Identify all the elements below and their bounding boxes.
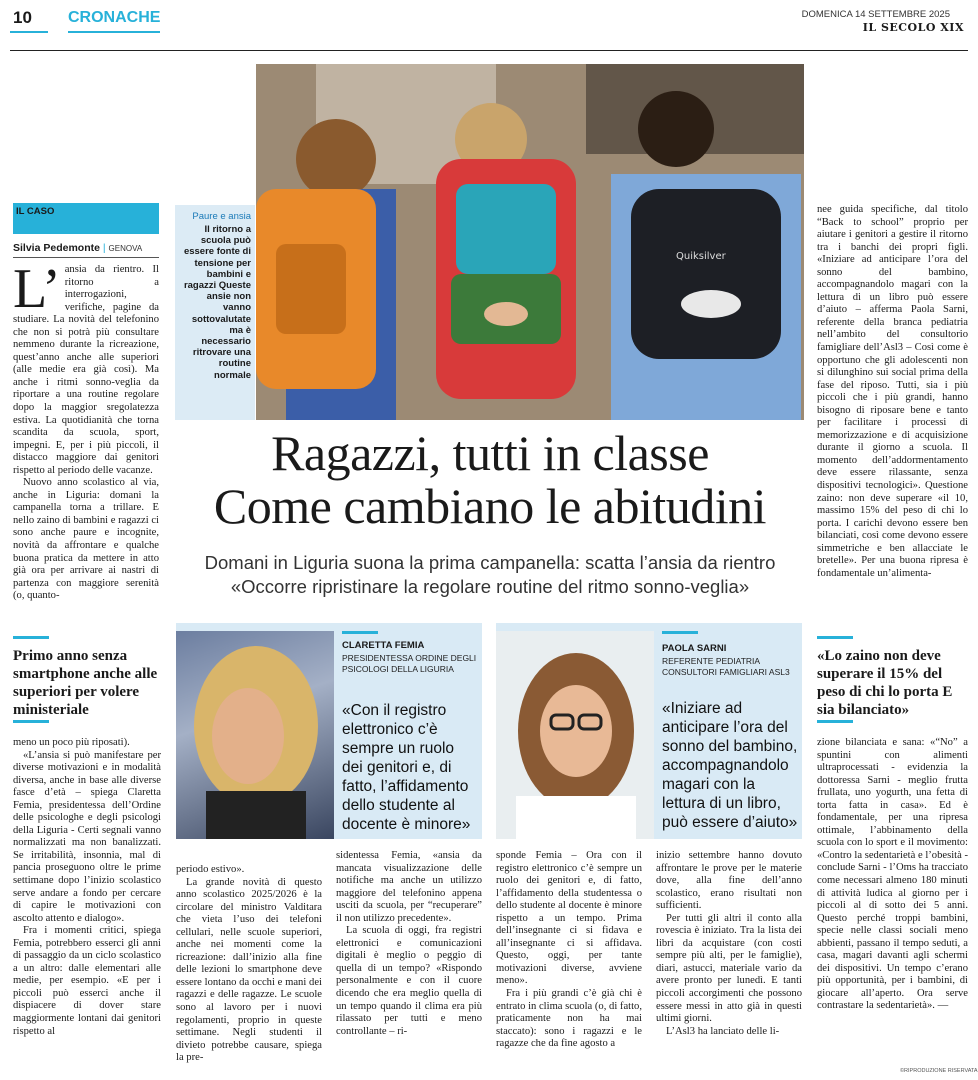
- article-right-col: [817, 204, 968, 618]
- main-photo: [256, 64, 804, 420]
- lead-text: ansia da rientro. Il ritorno a interrogazioni, verifiche, pagine da studiare. La novità del telefonino che non si potrà più consultare nemmeno durante la ricreazione, quest’anno anche alle superiori (alle medie era già così). Ma anche i ritmi sonno-veglia da riportare a una routine regolare dopo la maggior sregolatezza estiva. La quotidianità che torna scandita da scuola, sport, impegni. E, per i più piccoli, il distacco maggiore dai genitori rispetto al periodo delle vacanze.: [13, 264, 159, 476]
- subhead-line-2: «Occorre ripristinare la regolare routine del ritmo sonno-veglia»: [230, 576, 750, 597]
- femia-photo: [176, 631, 334, 839]
- c5-paragraph: L’Asl3 ha lanciato delle li-: [666, 1025, 780, 1037]
- boxout-top-bar: [13, 636, 49, 639]
- quote-box-femia: [176, 623, 482, 839]
- il-caso-label: IL CASO: [16, 206, 55, 217]
- article-col4: [496, 850, 642, 1074]
- col1-p1: meno un poco più riposati).: [13, 737, 130, 748]
- boxout-title: Primo anno senza smartphone anche alle superiori per volere ministeriale: [13, 648, 158, 718]
- section-label: CRONACHE: [68, 9, 161, 26]
- sarni-role: REFERENTE PEDIATRIA CONSULTORI FAMIGLIARI ASL3: [662, 656, 790, 677]
- article-right-col-bottom: [817, 737, 968, 1057]
- right-col-bottom-text: zione bilanciata e sana: «“No” a spuntini con alimenti ultraprocessati - evidenzia la dottoressa Sarni - meglio frutta frullata, uno yogurth, una fetta di torta fatta in casa». Ed è fondamentale, per una ripresa ottimale, l’abbinamento della scuola con lo sport e il movimento: «Contro la sedentarietà e l’obesità - conclude Sarni - l’Oms ha tracciato come necessari almeno 180 minuti di attività ludica al giorno per i piccoli al di sotto dei 5 anni. Questo perché troppi bambini, specie nelle classi sociali meno abbienti, passano il tempo seduti, a casa, magari davanti agli schermi dei dispositivi. Un tempo c’erano più opportunità, per i bambini, di giocare all’aperto. Ora serve contrastare la sedentarietà». —: [817, 737, 968, 1012]
- photo-illustration: [256, 64, 804, 420]
- col1-p2: «L’ansia si può manifestare per diverse motivazioni e in modalità diversa, anche in base alle diverse fasce d’età – spiega Claretta Femia, presidentessa dell’Ordine delle psicologhe e degli psicologi della Liguria - Certi segnali vanno normalizzati ma non banalizzati. Se irritabilità, insonnia, mal di pancia proseguono oltre le prime settimane dopo l’inizio scolastico serve andare a fondo per cercare di capire le motivazioni con ascolto attento e dialogo».: [13, 749, 161, 924]
- article-col3: [336, 850, 482, 1074]
- sarni-quote: «Iniziare ad anticipare l’ora del sonno del bambino, accompagnandolo magari con la lettura di un libro, può essere d’aiuto»: [662, 700, 798, 831]
- headline-line-2: Come cambiano le abitudini: [213, 478, 767, 534]
- lead-text-2: Nuovo anno scolastico al via, anche in Liguria: domani la campanella torna a trillare. E nello zaino di bambini e ragazzi ci sono anche paure e incognite, novità da affrontare e qualche buona pratica da mettere in atto già ora per arrivare ai nastri di partenza con maggiore serenità (o, quanto-: [13, 477, 159, 602]
- header-accent-bar-2: [68, 31, 160, 33]
- caption-title: Paure e ansia: [192, 211, 251, 222]
- pullquote-bottom-bar: [817, 720, 853, 723]
- sarni-accent-bar: [662, 631, 698, 634]
- il-caso-banner: [13, 203, 159, 234]
- subhead-line-1: Domani in Liguria suona la prima campanella: scatta l’ansia da rientro: [204, 552, 776, 573]
- backpack-brand: Quiksilver: [676, 251, 726, 262]
- right-col-text: nee guida specifiche, dal titolo “Back to school” proprio per aiutare i genitori a gestire il ritorno tra i banchi dei propri figli. «Iniziare ad anticipare l’ora del sonno del bambino, accompagnandolo magari con la lettura di un libro può essere d’aiuto – afferma Paola Sarni, referente della branca pediatria nell’ambito del consultorio famigliare dell’Asl3 – Così come è opportuno che gli adolescenti non si dilunghino sui social prima della fase del riposo. Tutti, sia i più piccoli che i più grandi, hanno bisogno di riposare bene e tanto per facilitare i processi di memorizzazione e di acquisizione durante il giorno a scuola. Il momento dell’addormentamento deve essere rilassante, senza dispositivi tecnologici». Questione zaino: non deve superare «il 10, massimo 15% del peso di chi lo porta. I carichi devono essere ben bilanciati, così come devono essere simmetriche e ben allacciate le bretelle». Per una buona ripresa è fondamentale un’alimenta-: [817, 204, 968, 579]
- c5-paragraph: Per tutti gli altri il conto alla rovescia è iniziato. Tra la lista dei libri da acquistare (con costi sempre più alti, per le famiglie), diari, astucci, materiale vario da avere pronto per lunedì. E tanti piccoli accorgimenti che possono essere messi in atto già in questi ultimi giorni.: [656, 912, 802, 1025]
- masthead: IL SECOLO XIX: [862, 21, 964, 34]
- page-number: 10: [13, 8, 32, 27]
- c4-paragraph: sponde Femia – Ora con il registro elettronico c’è sempre un ruolo dei genitori e, di fatto, l’affidamento della studentessa o dello studente al docente è minore rispetto a un tempo. Prima dell’insegnante ci si fidava e all’insegnante ci si affidava. Questo, oggi, per tante motivazioni diverse, avviene meno».: [496, 850, 642, 987]
- col1-p3: Fra i momenti critici, spiega Femia, potrebbero esserci gli anni di passaggio da un ciclo scolastico a un altro: dalle elementari alle medie, per esempio. «E per i piccoli può esserci anche il dispiacere di dover stare maggiormente lontani dai genitori rispetto al: [13, 925, 161, 1037]
- c3-paragraph: La scuola di oggi, fra registri elettronici e comunicazioni digitali è meglio o peggio di quella di un tempo? «Rispondo personalmente e con il cuore dicendo che era meglio quella di un tempo quando il clima era più rilassato per tutti e meno controllante – ri-: [336, 925, 482, 1037]
- femia-portrait: [176, 631, 334, 839]
- article-col1-bottom: [13, 737, 161, 1072]
- headline-line-1: Ragazzi, tutti in classe: [271, 425, 709, 481]
- c2-paragraph: La grande novità di questo anno scolastico 2025/2026 è la circolare del ministro Valditara che vieta l’uso dei telefoni cellulari, nelle scuole superiori, anche nei momenti come la ricreazione: dall’inizio alla fine delle lezioni lo smartphone deve essere lontano da occhi e mani dei ragazzi e delle ragazze. Le scuole sono al lavoro per i nuovi regolamenti, proprio in queste settimane. Negli studenti il divieto potrebbe causare, spiega la pre-: [176, 876, 322, 1064]
- femia-accent-bar: [342, 631, 378, 634]
- pullquote-top-bar: [817, 636, 853, 639]
- femia-quote: «Con il registro elettronico c’è sempre un ruolo dei genitori e, di fatto, l’affidamento dello studente al docente è minore»: [342, 702, 471, 833]
- femia-name: CLARETTA FEMIA: [342, 640, 425, 651]
- author-location: GENOVA: [108, 244, 143, 253]
- photo-caption-box: [175, 205, 255, 420]
- copyright-notice: ©RIPRODUZIONE RISERVATA: [900, 1068, 978, 1074]
- article-col5: [656, 850, 802, 1074]
- sarni-photo: [496, 631, 654, 839]
- c4-paragraph: Fra i più grandi c’è già chi è entrato in clima scuola (o, di fatto, praticamente non ha mai staccato): sono i ragazzi e le ragazze che da fine agosto a: [496, 988, 642, 1050]
- c2-paragraph: periodo estivo».: [176, 864, 245, 875]
- header-rule: [10, 50, 968, 51]
- article-lead: [13, 264, 159, 628]
- femia-role: PRESIDENTESSA ORDINE DEGLI PSICOLOGI DELLA LIGURIA: [342, 653, 477, 674]
- byline: Silvia Pedemonte | GENOVA: [13, 242, 159, 258]
- sarni-portrait: [496, 631, 654, 839]
- sarni-name: PAOLA SARNI: [662, 643, 727, 654]
- header-date: DOMENICA 14 SETTEMBRE 2025: [801, 9, 950, 20]
- drop-cap: L’: [13, 264, 61, 320]
- header-accent-bar: [10, 31, 48, 33]
- pull-quote: «Lo zaino non deve superare il 15% del peso di chi lo porta E sia bilanciato»: [817, 648, 953, 718]
- boxout-bottom-bar: [13, 720, 49, 723]
- article-col2: [176, 864, 322, 1074]
- quote-box-sarni: [496, 623, 802, 839]
- caption-text: Il ritorno a scuola può essere fonte di tensione per bambini e ragazzi Queste ansie non vanno sottovalutate ma è necessario ritrovare una routine normale: [183, 224, 251, 381]
- c5-paragraph: inizio settembre hanno dovuto affrontare le prove per le materie dove, alla fine dell’anno scolastico, erano risultati non sufficienti.: [656, 850, 802, 912]
- author-name: Silvia Pedemonte: [13, 242, 100, 254]
- c3-paragraph: sidentessa Femia, «ansia da mancata visualizzazione delle notifiche ma anche un utilizzo maggiore del telefonino appena usciti da scuola, per “recuperare” il non utilizzo precedente».: [336, 850, 482, 924]
